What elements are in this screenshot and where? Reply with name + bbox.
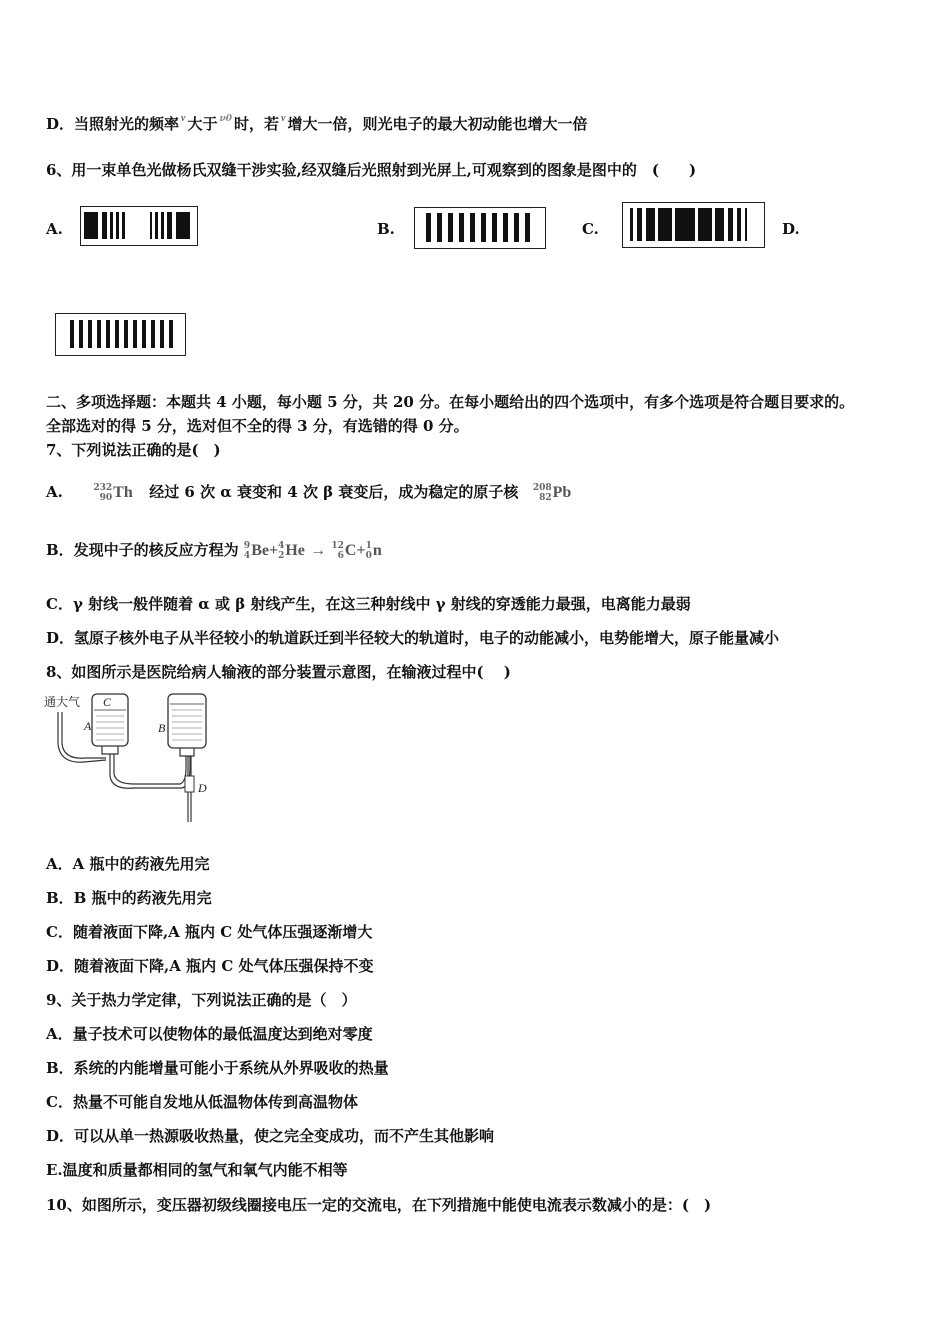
q5-d-prefix: D．当照射光的频率 [46,115,180,133]
pb-symbol: Pb [552,484,572,501]
section2-heading-line1: 二、多项选择题：本题共 4 小题，每小题 5 分，共 20 分。在每小题给出的四个选项中，有多个选项是符合题目要求的。 [46,393,855,411]
q6-label-d: D. [782,220,800,238]
q7-option-b [46,540,382,561]
c-symbol: C [344,542,357,559]
q7-b-text: B．发现中子的核反应方程为 [46,541,239,559]
q9-option-a: A．量子技术可以使物体的最低温度达到绝对零度 [46,1025,373,1043]
he-mass: 4 [278,541,285,551]
be-num: 4 [243,551,251,561]
fringe-pattern-a [80,206,198,246]
plus-sign-2: + [356,542,366,559]
nu-symbol: ν [181,113,186,124]
q8-option-d: D．随着液面下降,A 瓶内 C 处气体压强保持不变 [46,957,374,975]
q5-d-mid: 大于 [187,115,218,133]
infusion-diagram [44,688,224,828]
be-symbol: Be [251,542,269,559]
q8-option-b: B．B 瓶中的药液先用完 [46,889,212,907]
diagram-label-air: 通大气 [44,695,81,709]
q5-d-suffix: 增大一倍，则光电子的最大初动能也增大一倍 [287,115,588,133]
q6-stem: 6、用一束单色光做杨氏双缝干涉实验,经双缝后光照射到光屏上,可观察到的图象是图中的 ( ) [46,161,697,179]
q9-option-c: C．热量不可能自发地从低温物体传到高温物体 [46,1093,358,1111]
plus-sign: + [268,542,279,559]
q9-option-e: E.温度和质量都相同的氢气和氧气内能不相等 [46,1161,348,1179]
q9-stem: 9、关于热力学定律，下列说法正确的是（ ） [46,991,357,1009]
q6-label-a: A. [46,220,63,238]
q8-option-c: C．随着液面下降,A 瓶内 C 处气体压强逐渐增大 [46,923,373,941]
pb-iso [533,483,552,503]
he-iso [278,541,284,561]
n-iso [366,541,372,561]
fringe-pattern-c [622,202,765,248]
th-iso [93,483,112,503]
q7-option-a [46,482,571,503]
n-symbol: n [372,542,382,559]
q10-stem: 10、如图所示，变压器初级线圈接电压一定的交流电，在下列措施中能使电流表示数减小的是：( ) [46,1196,712,1214]
q5-option-d [46,114,587,137]
th-symbol: Th [113,484,133,501]
th-mass: 232 [93,483,113,493]
q7-stem: 7、下列说法正确的是( ) [46,441,221,459]
q7-a-text: 经过 6 次 α 衰变和 4 次 β 衰变后，成为稳定的原子核 [149,483,519,501]
pb-num: 82 [539,493,552,503]
q6-label-c: C. [582,220,599,238]
q9-option-b: B．系统的内能增量可能小于系统从外界吸收的热量 [46,1059,389,1077]
q7-option-d: D．氢原子核外电子从半径较小的轨道跃迁到半径较大的轨道时，电子的动能减小，电势能增大，原子能量减小 [46,629,780,647]
q7-option-c: C．γ 射线一般伴随着 α 或 β 射线产生，在这三种射线中 γ 射线的穿透能力最强，电离能力最弱 [46,595,691,613]
c-iso [331,541,344,561]
q6-label-b: B. [377,220,395,238]
fringe-pattern-b [414,207,546,249]
be-mass: 9 [243,541,251,551]
diagram-label-d: D [198,781,207,795]
n-num: 0 [365,551,372,561]
c-num: 6 [337,551,344,561]
c-mass: 12 [331,541,344,551]
diagram-label-c: C [103,695,112,709]
q5-d-time: 时，若 [234,115,280,133]
n-mass: 1 [365,541,372,551]
arrow-symbol: → [310,542,327,559]
q9-option-d: D．可以从单一热源吸收热量，使之完全变成功，而不产生其他影响 [46,1127,495,1145]
q8-stem: 8、如图所示是医院给病人输液的部分装置示意图，在输液过程中( ) [46,663,511,681]
pb-mass: 208 [532,483,552,493]
q8-option-a: A．A 瓶中的药液先用完 [46,855,210,873]
th-num: 90 [99,493,113,503]
be-iso [244,541,250,561]
diagram-label-a: A [84,719,92,733]
he-num: 2 [278,551,285,561]
nu-symbol-2: ν [281,113,286,124]
diagram-label-b: B [158,721,166,735]
fringe-pattern-d [55,313,186,356]
q7-a-label: A. [46,483,63,501]
nu0-symbol: ν0 [219,114,232,124]
he-symbol: He [285,542,305,559]
section2-heading-line2: 全部选对的得 5 分，选对但不全的得 3 分，有选错的得 0 分。 [46,417,469,435]
